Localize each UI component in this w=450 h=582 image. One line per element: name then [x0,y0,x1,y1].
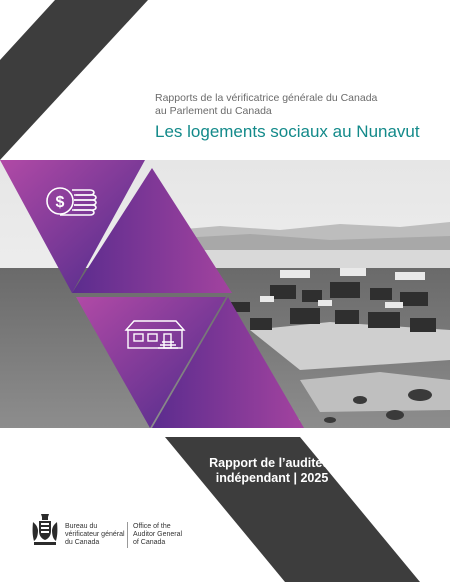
oag-name-french [65,523,125,547]
coat-of-arms-icon [30,512,60,548]
report-title: Les logements sociaux au Nunavut [155,122,420,141]
series-title-line2: au Parlement du Canada [155,105,272,117]
oag-fr-line1: Bureau du [65,523,98,530]
report-type-line2: indépendant | 2025 [215,471,329,485]
oag-fr-line2: vérificateur général [65,531,125,538]
report-type-line1: Rapport de l’auditeur [209,456,335,470]
oag-en-line1: Office of the [133,523,171,530]
oag-en-line3: of Canada [133,539,166,546]
series-title-line1: Rapports de la vérificatrice générale du Canada [155,92,378,104]
oag-fr-line3: du Canada [65,539,100,546]
series-title [155,92,435,118]
footer-divider [127,522,128,548]
oag-name-english [133,523,182,547]
house-icon [124,318,186,352]
svg-text:$: $ [55,194,65,211]
top-dark-triangle [0,0,148,160]
coins-dollar-icon [44,182,100,220]
report-type [192,456,352,486]
oag-en-line2: Auditor General [133,531,183,538]
